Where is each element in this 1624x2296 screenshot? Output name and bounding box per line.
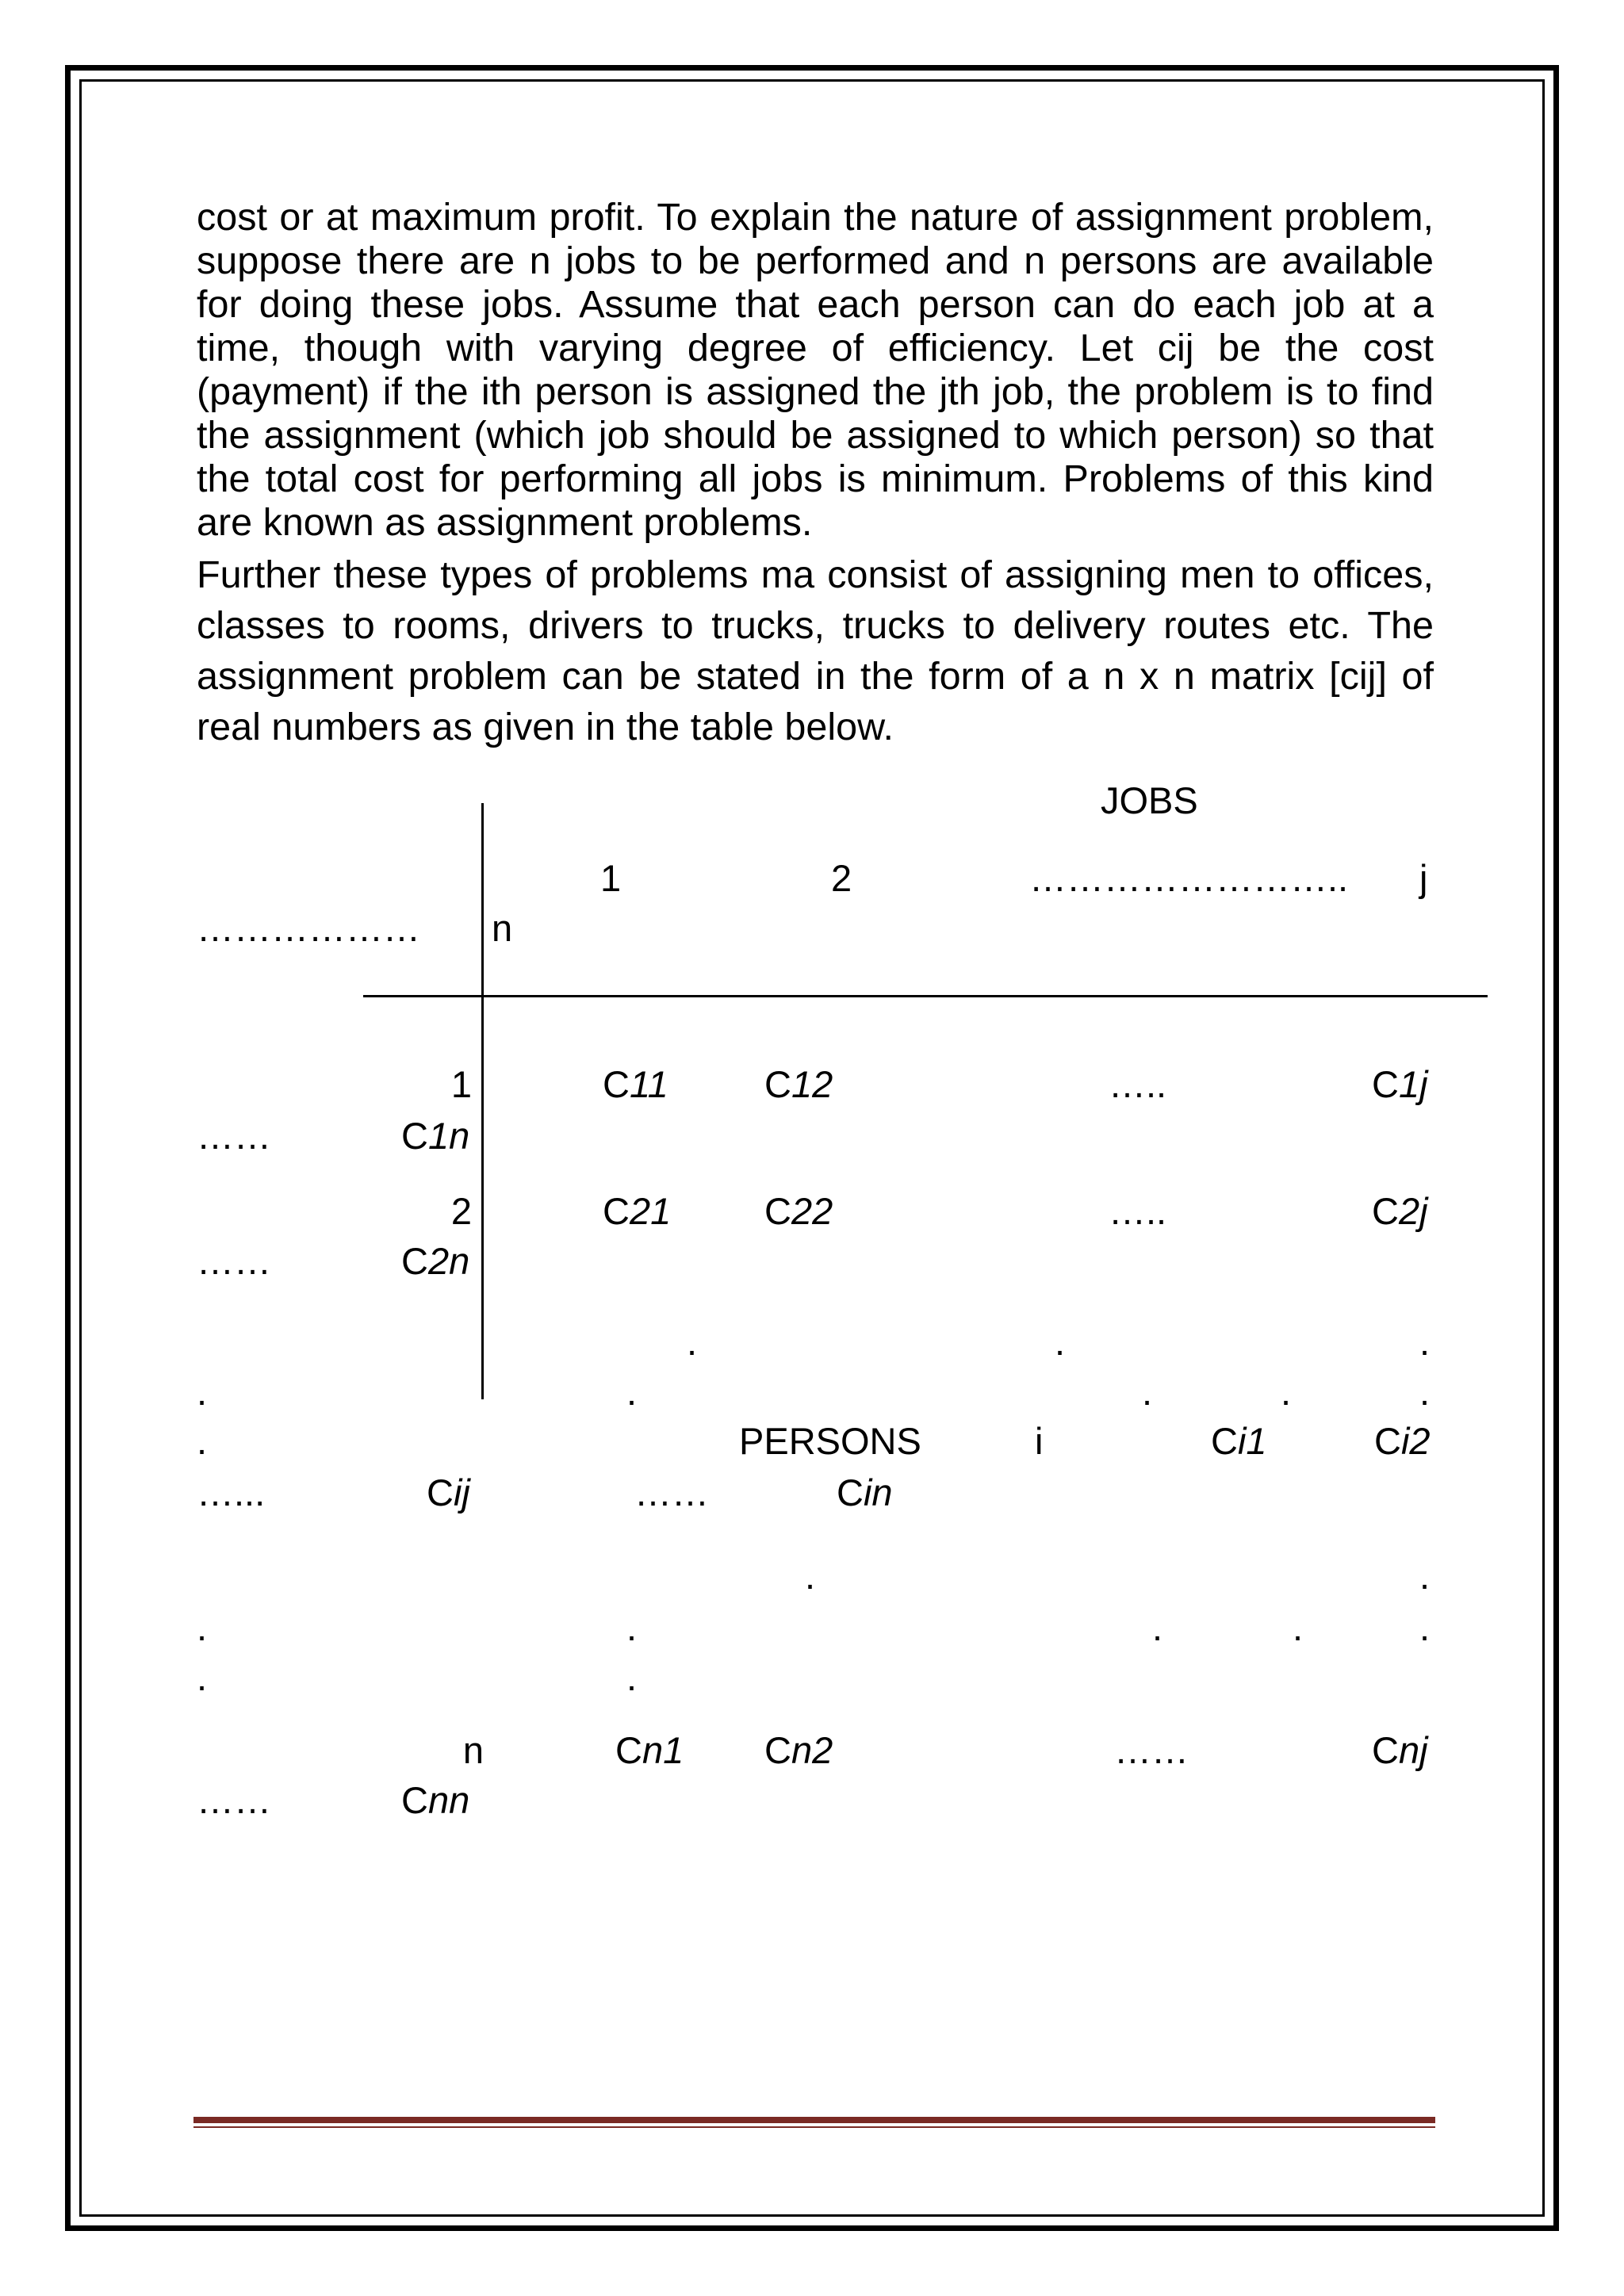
ellipsis-dot: . (1055, 1321, 1066, 1363)
cell-c2n: C2n (401, 1240, 470, 1282)
row-1-dots: ….. (1109, 1063, 1167, 1105)
ellipsis-dot: . (805, 1555, 816, 1597)
cell-cn1: Cn1 (615, 1729, 684, 1771)
header-col-j: j (1419, 857, 1428, 899)
ellipsis-dot: . (1281, 1371, 1292, 1413)
row-i-label: i (1035, 1420, 1044, 1462)
cell-c1n: C1n (401, 1115, 470, 1157)
table-horizontal-rule (363, 995, 1488, 997)
ellipsis-dot: . (1419, 1555, 1431, 1597)
persons-label: PERSONS (739, 1420, 921, 1462)
row-n-dots-left: …… (197, 1779, 271, 1821)
row-i-dots-mid: …… (634, 1471, 709, 1513)
ellipsis-dot: . (1419, 1371, 1431, 1413)
cell-ci1: Ci1 (1211, 1420, 1267, 1462)
ellipsis-dot: . (626, 1606, 638, 1648)
cell-c1j: C1j (1372, 1063, 1428, 1105)
row-n-dots: …… (1114, 1729, 1189, 1771)
ellipsis-dot: . (1293, 1606, 1304, 1648)
ellipsis-dot: . (1142, 1371, 1153, 1413)
cell-c22: C22 (764, 1190, 833, 1232)
header-col-n: n (492, 907, 513, 949)
row-1-label: 1 (450, 1063, 472, 1105)
cell-cij: Cij (427, 1471, 470, 1513)
ellipsis-dot: . (1419, 1606, 1431, 1648)
cell-c21: C21 (603, 1190, 672, 1232)
cell-c2j: C2j (1372, 1190, 1428, 1232)
ellipsis-dot: . (197, 1420, 208, 1462)
row-2-dots: ….. (1109, 1190, 1167, 1232)
row-n-label: n (462, 1729, 484, 1771)
ellipsis-dot: . (626, 1656, 638, 1698)
footer-rule (193, 2117, 1435, 2123)
cell-cnn: Cnn (401, 1779, 470, 1821)
row-i-dots-left: …... (197, 1471, 266, 1513)
ellipsis-dot: . (197, 1606, 208, 1648)
row-1-dots-left: …… (197, 1115, 271, 1157)
ellipsis-dot: . (626, 1371, 638, 1413)
cell-c11: C11 (603, 1063, 668, 1105)
cell-ci2: Ci2 (1374, 1420, 1431, 1462)
ellipsis-dot: . (197, 1371, 208, 1413)
paragraph-intro: cost or at maximum profit. To explain the nature of assignment problem, suppose there are n jobs to be performed and n persons are available for doing these jobs. Assume that each person can do each job at a time, though with varying degree of efficiency. Let cij be the cost (payment) if the ith person is assigned the jth job, the problem is to find the assignment (which job should be assigned to which person) so that the total cost for performing all jobs is minimum. Problems of this kind are known as assignment problems. (197, 196, 1434, 544)
footer-rule-thin (193, 2126, 1435, 2128)
header-dots-left: ……………… (197, 907, 420, 949)
row-2-label: 2 (450, 1190, 472, 1232)
ellipsis-dot: . (197, 1656, 208, 1698)
cell-cn2: Cn2 (764, 1729, 833, 1771)
ellipsis-dot: . (1419, 1321, 1431, 1363)
jobs-label: JOBS (1101, 779, 1198, 821)
header-dots: …………………….. (1029, 857, 1349, 899)
row-2-dots-left: …… (197, 1240, 271, 1282)
header-col-2: 2 (831, 857, 852, 899)
cell-cin: Cin (837, 1471, 893, 1513)
table-vertical-rule (481, 803, 484, 1399)
header-col-1: 1 (600, 857, 622, 899)
ellipsis-dot: . (687, 1321, 698, 1363)
cell-c12: C12 (764, 1063, 833, 1105)
ellipsis-dot: . (1152, 1606, 1163, 1648)
cell-cnj: Cnj (1372, 1729, 1428, 1771)
paragraph-further: Further these types of problems ma consist of assigning men to offices, classes to rooms, drivers to trucks, trucks to delivery routes etc. The assignment problem can be stated in the form of a n x n matrix [cij] of real numbers as given in the table below. (197, 553, 1434, 748)
